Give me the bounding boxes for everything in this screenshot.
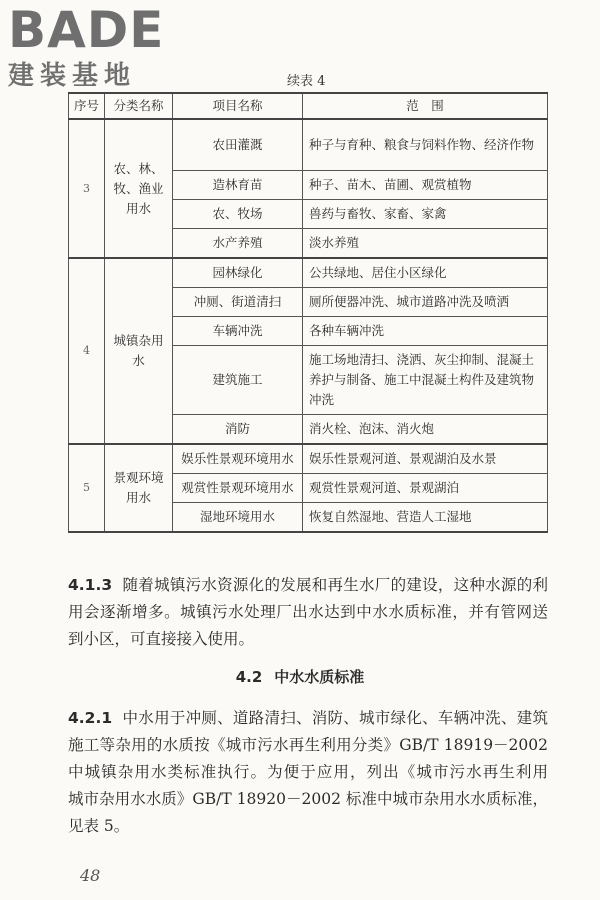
group-number: 4 [69,258,105,444]
item-name: 农、牧场 [173,200,303,229]
item-range: 厕所便器冲洗、城市道路冲洗及喷洒 [303,288,548,317]
page-number: 48 [80,866,101,885]
header-no: 序号 [69,93,105,119]
item-name: 农田灌溉 [173,119,303,171]
item-range: 恢复自然湿地、营造人工湿地 [303,503,548,533]
item-range: 消火栓、泡沫、消火炮 [303,415,548,445]
table-header-row [69,93,548,119]
header-item: 项目名称 [173,93,303,119]
paragraph-4-2-1 [68,705,564,840]
item-range: 淡水养殖 [303,229,548,259]
item-name: 水产养殖 [173,229,303,259]
item-name: 建筑施工 [173,346,303,415]
item-range: 公共绿地、居住小区绿化 [303,258,548,288]
header-category: 分类名称 [105,93,173,119]
logo [8,1,183,94]
clause-number: 4.2.1 [68,709,113,727]
group-number: 3 [69,119,105,258]
item-name: 园林绿化 [173,258,303,288]
item-name: 造林育苗 [173,171,303,200]
item-range: 施工场地清扫、浇洒、灰尘抑制、混凝土养护与制备、施工中混凝土构件及建筑物冲洗 [303,346,548,415]
logo-latin: BADE [8,1,165,59]
item-range: 各种车辆冲洗 [303,317,548,346]
item-name: 车辆冲洗 [173,317,303,346]
clause-text: 中水用于冲厕、道路清扫、消防、城市绿化、车辆冲洗、建筑施工等杂用的水质按《城市污水再生利用分类》GB/T 18919－2002 中城镇杂用水类标准执行。为便于应用，列出《城市污水再生利用 城市杂用水水质》GB/T 18920－2002 标准中城市杂用水水质标准，见表 5。 [68,709,564,835]
table-row [69,444,548,474]
logo-chinese: 建装基地 [8,61,137,91]
item-range: 种子、苗木、苗圃、观赏植物 [303,171,548,200]
group-number: 5 [69,444,105,532]
section-heading [0,666,600,687]
table-caption: 续表 4 [287,74,326,89]
clause-text: 随着城镇污水资源化的发展和再生水厂的建设，这种水源的利用会逐渐增多。城镇污水处理厂出水达到中水水质标准，并有管网送到小区，可直接接入使用。 [68,576,548,648]
item-range: 观赏性景观河道、景观湖泊 [303,474,548,503]
item-name: 消防 [173,415,303,445]
table-row [69,258,548,288]
group-category: 城镇杂用水 [105,258,173,444]
item-name: 娱乐性景观环境用水 [173,444,303,474]
table-row [69,119,548,171]
section-number: 4.2 [235,668,263,686]
clause-number: 4.1.3 [68,576,113,594]
header-range: 范 围 [303,93,548,119]
item-name: 冲厕、街道清扫 [173,288,303,317]
item-range: 娱乐性景观河道、景观湖泊及水景 [303,444,548,474]
group-category: 景观环境用水 [105,444,173,532]
section-title: 中水水质标准 [274,668,365,686]
item-name: 观赏性景观环境用水 [173,474,303,503]
item-range: 兽药与畜牧、家畜、家禽 [303,200,548,229]
water-use-table [68,92,548,533]
group-category: 农、林、牧、渔业用水 [105,119,173,258]
paragraph-4-1-3 [68,572,548,653]
item-name: 湿地环境用水 [173,503,303,533]
item-range: 种子与育种、粮食与饲料作物、经济作物 [303,119,548,171]
